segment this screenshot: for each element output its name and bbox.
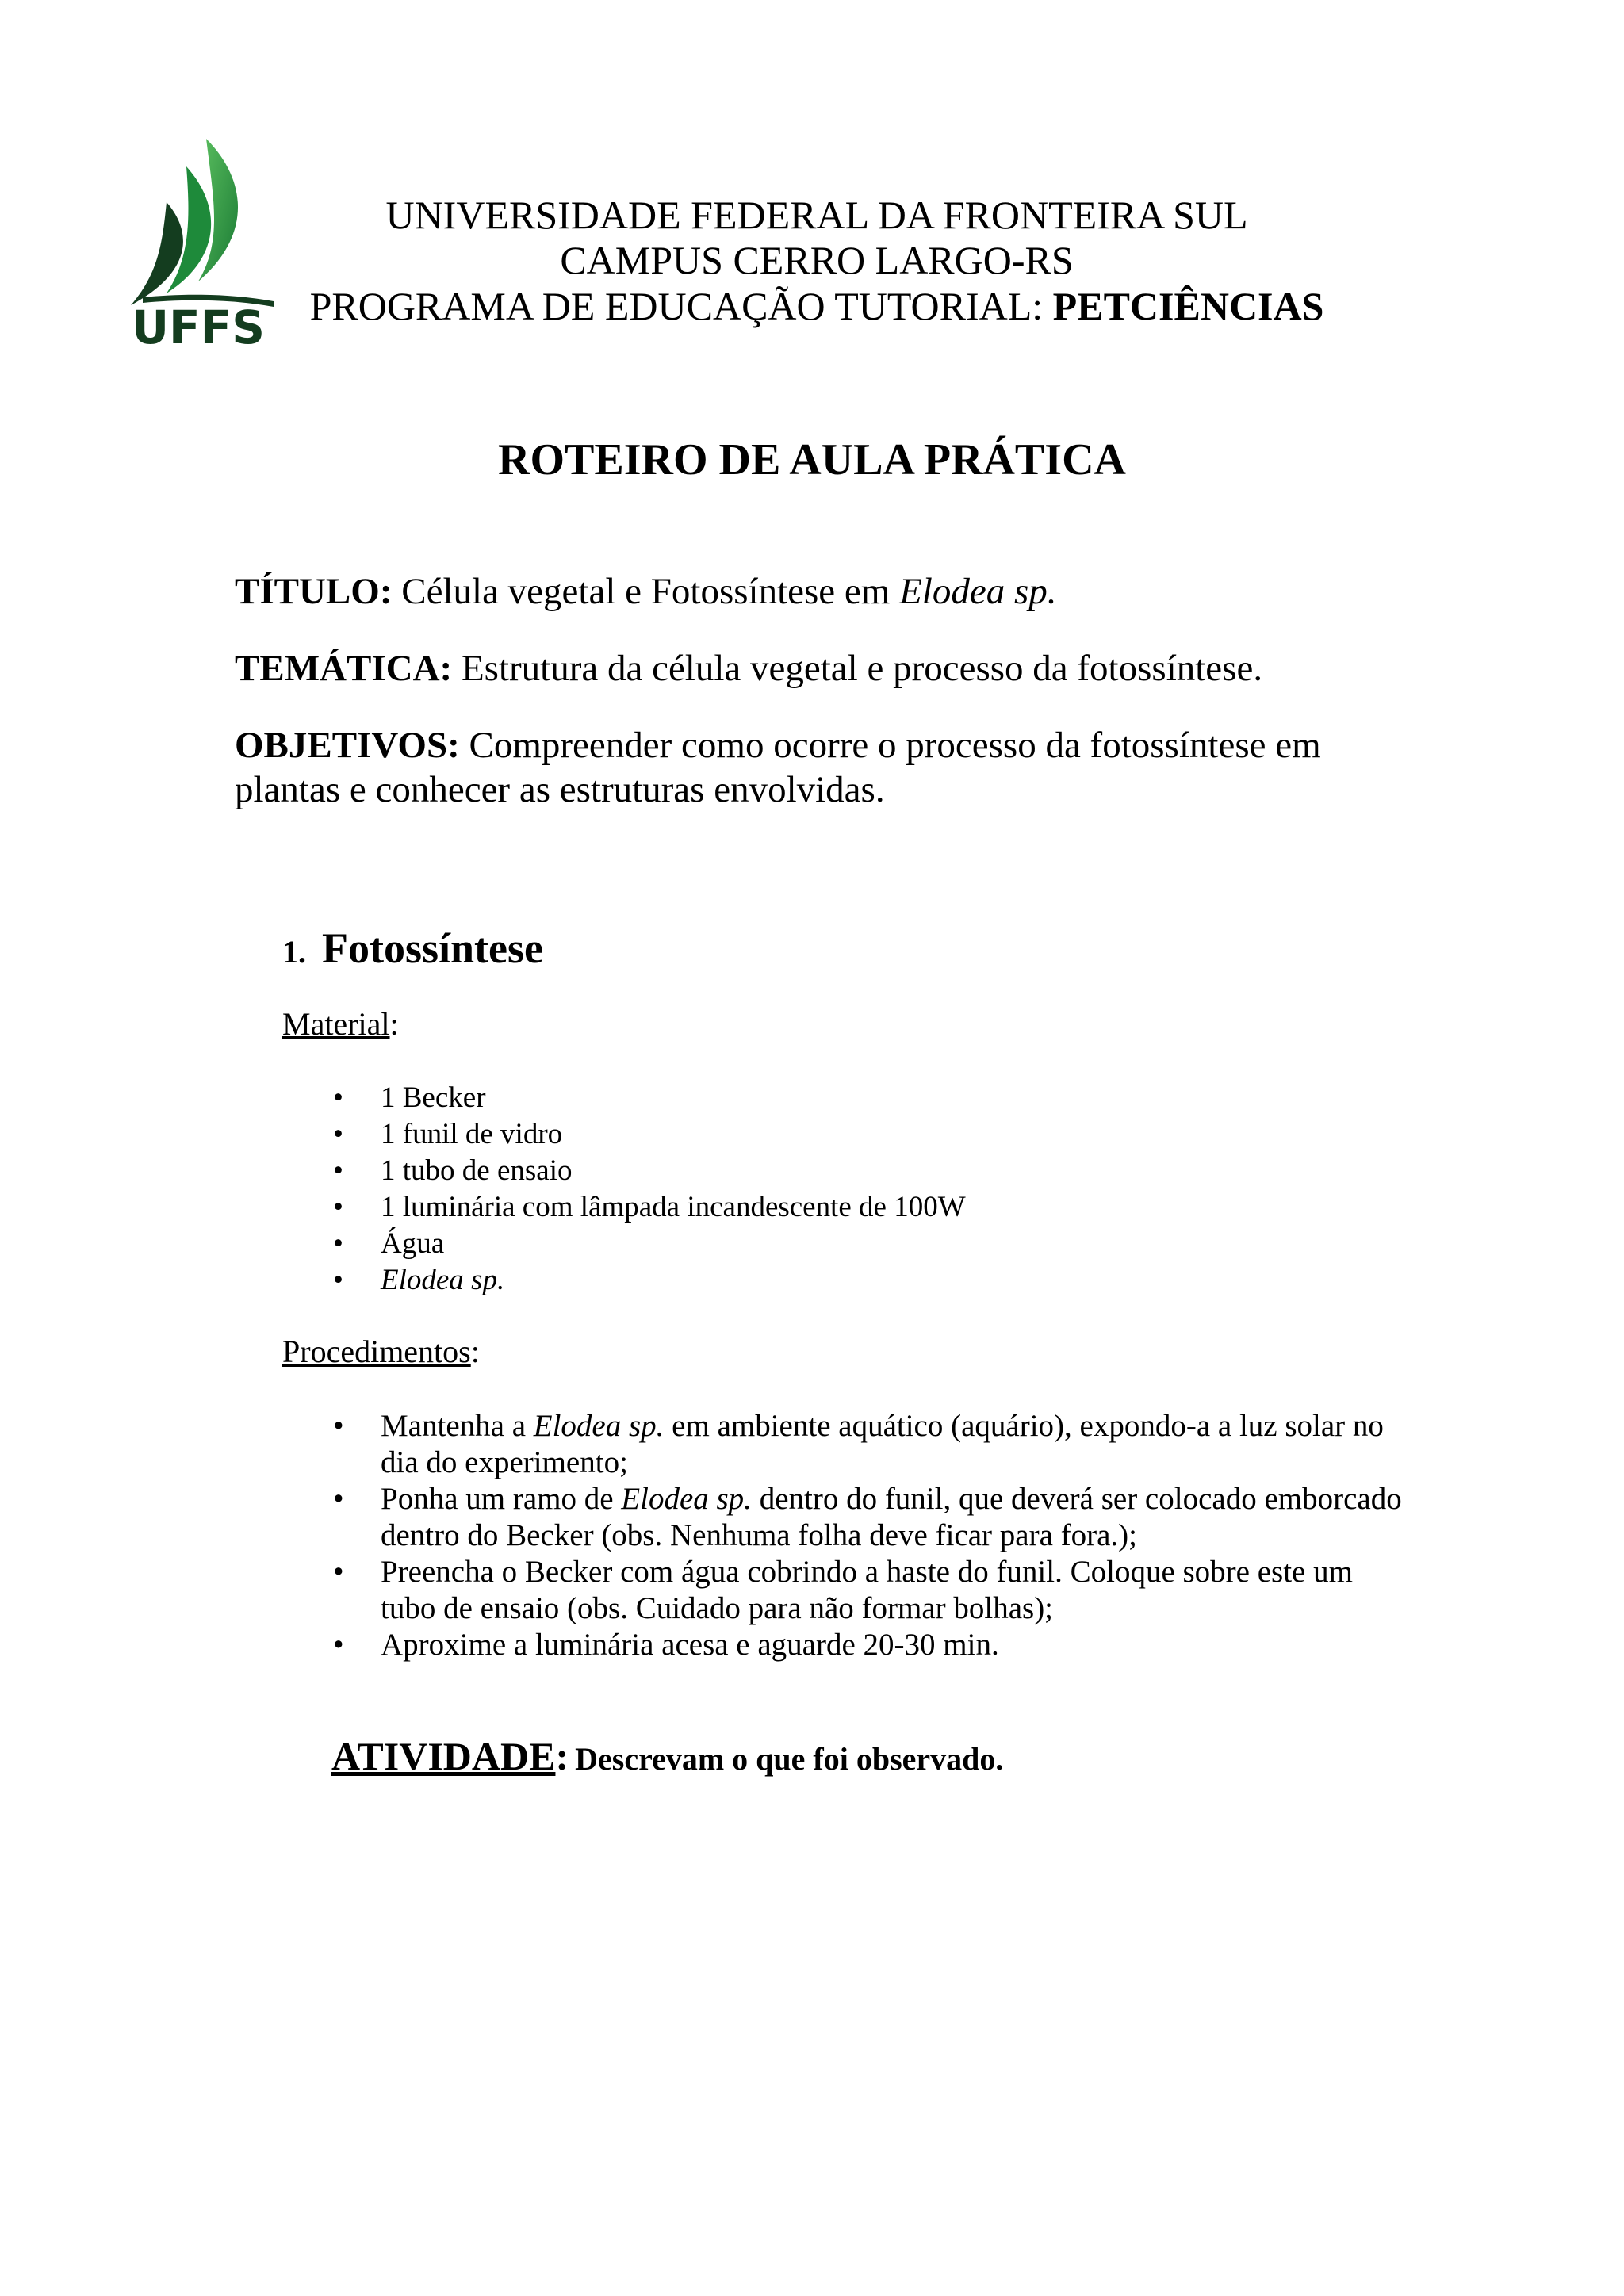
bullet: • bbox=[333, 1555, 344, 1589]
item-text: 1 Becker bbox=[381, 1081, 486, 1114]
material-list bbox=[333, 1080, 1364, 1299]
item-text: dentro do funil, que deverá ser colocado emborcado dentro do Becker (obs. Nenhuma folha deve ficar para fora.); bbox=[381, 1482, 1402, 1552]
tematica-text: Estrutura da célula vegetal e processo da fotossíntese. bbox=[452, 648, 1263, 689]
bullet: • bbox=[333, 1264, 343, 1296]
list-item bbox=[333, 1189, 1364, 1226]
bullet: • bbox=[333, 1154, 343, 1187]
item-text: 1 funil de vidro bbox=[381, 1118, 563, 1150]
document-title: ROTEIRO DE AULA PRÁTICA bbox=[498, 435, 1126, 484]
campus-name: CAMPUS CERRO LARGO-RS bbox=[560, 238, 1074, 282]
item-italic: Elodea sp. bbox=[621, 1482, 752, 1516]
item-text: Elodea sp. bbox=[381, 1264, 505, 1296]
list-item bbox=[333, 1408, 1411, 1481]
list-item bbox=[333, 1262, 1364, 1299]
atividade bbox=[331, 1732, 1003, 1790]
titulo-text: Célula vegetal e Fotossíntese em bbox=[392, 571, 900, 612]
objetivos-text: Compreender como ocorre o processo da fotossíntese em plantas e conhecer as estruturas envolvidas. bbox=[235, 725, 1321, 810]
atividade-label: ATIVIDADE bbox=[331, 1734, 556, 1778]
bullet: • bbox=[333, 1628, 344, 1662]
university-name: UNIVERSIDADE FEDERAL DA FRONTEIRA SUL bbox=[385, 193, 1248, 237]
material-label-text: Material bbox=[282, 1006, 390, 1042]
procedimentos-label bbox=[282, 1332, 480, 1372]
material-colon: : bbox=[389, 1006, 399, 1042]
material-label bbox=[282, 1004, 399, 1044]
list-item bbox=[333, 1554, 1411, 1627]
bullet: • bbox=[333, 1482, 344, 1516]
section-number: 1. bbox=[282, 934, 306, 970]
bullet: • bbox=[333, 1118, 343, 1150]
item-text: Água bbox=[381, 1227, 445, 1260]
bullet: • bbox=[333, 1191, 343, 1223]
list-item bbox=[333, 1481, 1411, 1554]
list-item bbox=[333, 1080, 1364, 1116]
objetivos-label: OBJETIVOS: bbox=[235, 725, 460, 766]
field-objetivos bbox=[235, 723, 1408, 812]
program-bold: PETCIÊNCIAS bbox=[1052, 284, 1324, 328]
item-text: Aproxime a luminária acesa e aguarde 20-30 min. bbox=[381, 1628, 999, 1662]
bullet: • bbox=[333, 1227, 343, 1260]
list-item bbox=[333, 1116, 1364, 1153]
item-italic: Elodea sp. bbox=[533, 1409, 665, 1443]
item-text: Preencha o Becker com água cobrindo a haste do funil. Coloque sobre este um tubo de ensaio (obs. Cuidado para não formar bolhas); bbox=[381, 1555, 1353, 1625]
field-tematica bbox=[235, 646, 1408, 691]
field-titulo bbox=[235, 569, 1408, 614]
atividade-text: Descrevam o que foi observado. bbox=[575, 1741, 1004, 1777]
section-heading bbox=[282, 923, 543, 978]
atividade-colon: : bbox=[555, 1734, 569, 1778]
tematica-label: TEMÁTICA: bbox=[235, 648, 453, 689]
procedimentos-list bbox=[333, 1408, 1411, 1663]
list-item bbox=[333, 1627, 1411, 1663]
bullet: • bbox=[333, 1409, 344, 1443]
list-item bbox=[333, 1226, 1364, 1262]
program-name bbox=[222, 284, 1411, 328]
item-text: 1 tubo de ensaio bbox=[381, 1154, 573, 1187]
section-title: Fotossíntese bbox=[322, 924, 543, 972]
procedimentos-label-text: Procedimentos bbox=[282, 1334, 471, 1369]
program-prefix: PROGRAMA DE EDUCAÇÃO TUTORIAL: bbox=[309, 284, 1053, 328]
procedimentos-colon: : bbox=[470, 1334, 480, 1369]
item-text: Mantenha a bbox=[381, 1409, 534, 1443]
titulo-label: TÍTULO: bbox=[235, 571, 393, 612]
list-item bbox=[333, 1153, 1364, 1189]
item-text: 1 luminária com lâmpada incandescente de 100W bbox=[381, 1191, 966, 1223]
bullet: • bbox=[333, 1081, 343, 1114]
titulo-italic: Elodea sp. bbox=[899, 571, 1057, 612]
item-text: Ponha um ramo de bbox=[381, 1482, 622, 1516]
logo-text: UFFS bbox=[131, 300, 266, 353]
item-text: em ambiente aquático (aquário), expondo-a a luz solar no dia do experimento; bbox=[381, 1409, 1384, 1479]
